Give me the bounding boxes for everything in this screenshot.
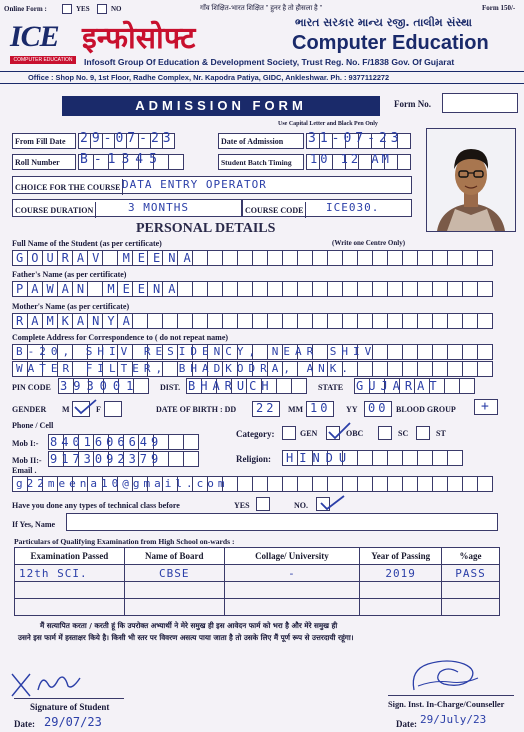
grid-cell (253, 281, 268, 297)
grid-cell (418, 313, 433, 329)
grid-cell (358, 361, 373, 377)
grid-cell (478, 250, 493, 266)
instruction-note: Use Capital Letter and Black Pen Only (278, 121, 378, 127)
student-date-label: Date: (14, 719, 35, 729)
grid-cell (313, 281, 328, 297)
grid-cell (343, 281, 358, 297)
grid-cell (403, 476, 418, 492)
grid-cell (268, 281, 283, 297)
grid-cell (238, 313, 253, 329)
grid-cell (178, 313, 193, 329)
name-note: (Write one Centre Only) (332, 239, 406, 247)
mob2-value: 9173092379 (50, 452, 163, 466)
grid-cell (448, 250, 463, 266)
logo-subtext: COMPUTER EDUCATION (10, 56, 76, 64)
grid-cell (433, 476, 448, 492)
grid-cell (463, 281, 478, 297)
category-st-label: ST (436, 429, 446, 438)
grid-cell (268, 476, 283, 492)
ice-logo (10, 20, 76, 70)
grid-cell (388, 450, 403, 466)
grid-cell (373, 476, 388, 492)
grid-cell (223, 281, 238, 297)
grid-cell (223, 313, 238, 329)
cell-year[interactable] (360, 599, 442, 616)
grid-cell (328, 476, 343, 492)
student-photo-frame (426, 128, 516, 232)
grid-cell (463, 313, 478, 329)
gender-f-label: F (96, 405, 101, 414)
grid-cell (358, 281, 373, 297)
grid-cell (388, 281, 403, 297)
duration-box[interactable] (12, 199, 242, 217)
grid-cell (388, 344, 403, 360)
grid-cell (418, 250, 433, 266)
grid-cell (343, 250, 358, 266)
grid-cell (478, 313, 493, 329)
email-value: g22meena10@gmail.com (16, 477, 229, 490)
grid-cell (418, 476, 433, 492)
grid-cell (445, 378, 460, 394)
th-exam: Examination Passed (15, 548, 125, 565)
fill-date-value: 29-07-23 (80, 131, 175, 146)
duration-label: COURSE DURATION (13, 202, 96, 218)
grid-cell (283, 250, 298, 266)
cell-percent[interactable]: PASS (442, 565, 500, 582)
code-value: ICE030. (326, 201, 380, 214)
title-english: Computer Education (292, 32, 489, 54)
grid-cell (208, 250, 223, 266)
grid-cell (463, 250, 478, 266)
cell-exam[interactable] (15, 599, 125, 616)
cell-board[interactable]: CBSE (124, 565, 224, 582)
cell-university[interactable]: - (224, 565, 360, 582)
tech-label: Have you done any types of technical class before (12, 501, 180, 510)
grid-cell (433, 313, 448, 329)
admission-label-box (218, 133, 304, 149)
header-address-bar (0, 71, 524, 84)
address-line-1: B-20, SHIV RESIDENCY, NEAR SHIV (16, 345, 377, 358)
grid-cell (193, 281, 208, 297)
grid-cell (388, 476, 403, 492)
grid-cell (358, 450, 373, 466)
logo-text: ICE (10, 20, 59, 53)
grid-cell (328, 313, 343, 329)
batch-label-box (218, 154, 304, 170)
grid-cell (343, 476, 358, 492)
grid-cell (358, 250, 373, 266)
dist-value: BHARUCH (188, 379, 274, 393)
cell-percent[interactable] (442, 599, 500, 616)
cell-university[interactable] (224, 599, 360, 616)
grid-cell (358, 313, 373, 329)
grid-cell (463, 476, 478, 492)
grid-cell (403, 281, 418, 297)
grid-cell (418, 450, 433, 466)
counseller-label: Sign. Inst. In-Charge/Counseller (388, 700, 505, 709)
grid-cell (463, 344, 478, 360)
grid-cell (193, 313, 208, 329)
category-label: Category: (236, 429, 275, 439)
declaration-line-1: मैं सत्यापित करता / करती हूं कि उपरोक्त अभ्यार्थी ने मेरे समुख ही इस आवेदन फार्म को भरा है और मेरे समुख ही (40, 621, 338, 630)
pin-label: PIN CODE (12, 383, 51, 392)
gender-m-tick-icon (72, 398, 98, 416)
dob-label: DATE OF BIRTH : DD (156, 405, 237, 414)
grid-cell (298, 313, 313, 329)
grid-cell (253, 476, 268, 492)
grid-cell (433, 281, 448, 297)
phone-label: Phone / Cell (12, 421, 54, 430)
name-label: Full Name of the Student (as per certificate) (12, 239, 162, 248)
grid-cell (328, 281, 343, 297)
declaration-line-2: उसने इस फार्म में हस्ताक्षर किये है। किसी भी स्तर पर विवरण असत्य पाया जाता है तो उसके लिए मैं पूर्ण रूप से उत्तरदायी रहूंगा। (18, 633, 354, 642)
grid-cell (283, 476, 298, 492)
grid-cell (223, 250, 238, 266)
name-value: GOURAV MEENA (16, 251, 199, 265)
state-value: GUJARAT (356, 379, 442, 393)
tech-yes-checkbox[interactable] (256, 497, 270, 511)
qualification-table (14, 547, 500, 616)
grid-cell (478, 344, 493, 360)
online-no-label: NO (111, 5, 122, 13)
batch-label: Student Batch Timing (221, 158, 292, 167)
grid-cell (298, 476, 313, 492)
grid-cell (313, 476, 328, 492)
dob-mm-value: 10 (310, 401, 331, 415)
dob-yy-value: 00 (368, 401, 389, 415)
cell-exam[interactable]: 12th SCI. (15, 565, 125, 582)
blood-value: + (481, 399, 490, 414)
grid-cell (238, 281, 253, 297)
grid-cell (169, 451, 184, 467)
form-no-label: Form No. (394, 99, 431, 109)
dob-dd-value: 22 (256, 401, 277, 415)
roll-label: Roll Number (15, 158, 60, 167)
religion-value: HINDU (286, 451, 353, 465)
grid-cell (478, 476, 493, 492)
grid-cell (403, 344, 418, 360)
grid-cell (292, 378, 307, 394)
grid-cell (283, 313, 298, 329)
grid-cell (163, 313, 178, 329)
fill-date-label: From Fill Date (15, 137, 66, 146)
form-no-field[interactable] (442, 93, 518, 113)
qualification-label: Particulars of Qualifying Examination from High School on-wards : (14, 537, 235, 546)
table-row (15, 599, 500, 616)
grid-cell (373, 313, 388, 329)
header-address: Office : Shop No. 9, 1st Floor, Radhe Complex, Nr. Kapodra Patiya, GIDC, Ankleshwar. Ph. : 9377112272 (28, 73, 390, 82)
grid-cell (448, 281, 463, 297)
cell-percent[interactable] (442, 582, 500, 599)
grid-cell (313, 313, 328, 329)
grid-cell (328, 250, 343, 266)
grid-cell (373, 250, 388, 266)
grid-cell (448, 450, 463, 466)
table-row (15, 565, 500, 582)
grid-cell (208, 281, 223, 297)
category-gen-checkbox[interactable] (282, 426, 296, 440)
tech-no-tick-icon (318, 492, 346, 512)
personal-details-heading: PERSONAL DETAILS (136, 221, 276, 236)
grid-cell (313, 250, 328, 266)
table-row (15, 582, 500, 599)
admission-label: Date of Admission (221, 137, 284, 146)
grid-cell (460, 378, 475, 394)
pin-value: 393001 (60, 379, 140, 393)
title-hindi: इन्फोसोफ्ट (82, 21, 196, 56)
form-fee: Form 150/- (482, 4, 516, 12)
grid-cell (403, 313, 418, 329)
student-date-value: 29/07/23 (44, 715, 102, 729)
duration-value: 3 MONTHS (128, 201, 189, 214)
email-label: Email . (12, 466, 37, 475)
blood-label: BLOOD GROUP (396, 405, 456, 414)
online-yes-label: YES (76, 5, 90, 13)
th-university: Collage/ University (224, 548, 360, 565)
grid-cell (283, 281, 298, 297)
th-year: Year of Passing (360, 548, 442, 565)
grid-cell (343, 313, 358, 329)
batch-value: 10 12 AM (310, 152, 392, 166)
tech-yes-label: YES (234, 501, 250, 510)
gender-f-checkbox[interactable] (104, 401, 122, 417)
mother-label: Mother's Name (as per certificate) (12, 302, 130, 311)
header-subtitle: Infosoft Group Of Education & Development Society, Trust Reg. No. F/1838 Gov. Of Gujarat (84, 57, 455, 67)
ifyes-field[interactable] (66, 513, 498, 531)
grid-cell (388, 313, 403, 329)
address-label: Complete Address for Correspondence to ( do not repeat name) (12, 333, 229, 342)
ifyes-label: If Yes, Name (12, 520, 56, 529)
grid-cell (277, 378, 292, 394)
gender-label: GENDER (12, 405, 47, 414)
course-choice-label: CHOICE FOR THE COURSE (13, 179, 123, 195)
th-board: Name of Board (124, 548, 224, 565)
category-obc-label: OBC (346, 429, 364, 438)
course-choice-value: DATA ENTRY OPERATOR (122, 178, 267, 191)
cell-university[interactable] (224, 582, 360, 599)
grid-cell (448, 361, 463, 377)
grid-cell (268, 313, 283, 329)
father-label: Father's Name (as per certificate) (12, 270, 127, 279)
category-sc-checkbox[interactable] (378, 426, 392, 440)
grid-cell (403, 450, 418, 466)
cell-year[interactable]: 2019 (360, 565, 442, 582)
grid-cell (448, 344, 463, 360)
grid-cell (373, 450, 388, 466)
grid-cell (268, 250, 283, 266)
grid-cell (403, 250, 418, 266)
grid-cell (433, 450, 448, 466)
dob-mm-label: MM (288, 405, 304, 414)
grid-cell (388, 361, 403, 377)
counseller-signature-scribble (404, 650, 484, 696)
cell-year[interactable] (360, 582, 442, 599)
grid-cell (184, 434, 199, 450)
admission-date-value: 31-07-23 (308, 131, 403, 146)
grid-cell (298, 250, 313, 266)
religion-label: Religion: (236, 454, 271, 464)
dob-yy-label: YY (346, 405, 358, 414)
counseller-date-label: Date: (396, 719, 417, 729)
online-form-label: Online Form : (4, 5, 47, 13)
grid-cell (358, 476, 373, 492)
grid-cell (448, 313, 463, 329)
code-label: COURSE CODE (243, 202, 306, 218)
grid-cell (463, 361, 478, 377)
grid-cell (238, 476, 253, 492)
grid-cell (208, 313, 223, 329)
grid-cell (433, 344, 448, 360)
category-gen-label: GEN (300, 429, 318, 438)
title-gujarati: ભારત સરકાર માન્ય રજી. તાલીમ સંસ્થા (295, 16, 472, 29)
fill-date-label-box (12, 133, 76, 149)
grid-cell (433, 250, 448, 266)
category-sc-label: SC (398, 429, 409, 438)
roll-value: B-1345 (80, 152, 163, 167)
student-photo (427, 129, 515, 231)
student-signature-line (14, 698, 124, 699)
grid-cell (169, 434, 184, 450)
counseller-signature-line (388, 695, 514, 696)
grid-cell (148, 313, 163, 329)
mob2-label: Mob II:- (12, 456, 42, 465)
category-st-checkbox[interactable] (416, 426, 430, 440)
dist-label: DIST. (160, 383, 181, 392)
cell-board[interactable] (124, 599, 224, 616)
grid-cell (298, 281, 313, 297)
grid-cell (238, 250, 253, 266)
tech-no-label: NO. (294, 501, 308, 510)
online-no-checkbox[interactable] (97, 4, 107, 14)
grid-cell (403, 361, 418, 377)
mob1-value: 8401606649 (50, 435, 163, 449)
address-line-2: WATER FILTER, BHADKODRA, ANK. (16, 362, 354, 375)
grid-cell (373, 281, 388, 297)
cell-board[interactable] (124, 582, 224, 599)
admission-banner (62, 96, 380, 116)
cell-exam[interactable] (15, 582, 125, 599)
grid-cell (184, 451, 199, 467)
grid-cell (433, 361, 448, 377)
grid-cell (478, 281, 493, 297)
grid-cell (253, 250, 268, 266)
grid-cell (478, 361, 493, 377)
father-value: PAWAN MEENA (16, 282, 184, 296)
counseller-date-value: 29/July/23 (420, 713, 487, 726)
mother-value: RAMKANYA (16, 314, 138, 328)
grid-cell (253, 313, 268, 329)
slogan: गाँव शिक्षित-भारत शिक्षित " हुनर है तो हौसला है " (200, 4, 323, 12)
grid-cell (418, 344, 433, 360)
student-signature-label: Signature of Student (30, 702, 110, 712)
grid-cell (418, 361, 433, 377)
gender-m-label: M (62, 405, 70, 414)
grid-cell (448, 476, 463, 492)
online-yes-checkbox[interactable] (62, 4, 72, 14)
mob1-label: Mob I:- (12, 439, 39, 448)
roll-label-box (12, 154, 76, 170)
grid-cell (418, 281, 433, 297)
grid-cell (388, 250, 403, 266)
th-percent: %age (442, 548, 500, 565)
grid-cell (373, 361, 388, 377)
state-label: STATE (318, 383, 344, 392)
banner-text: ADMISSION FORM (135, 98, 307, 113)
